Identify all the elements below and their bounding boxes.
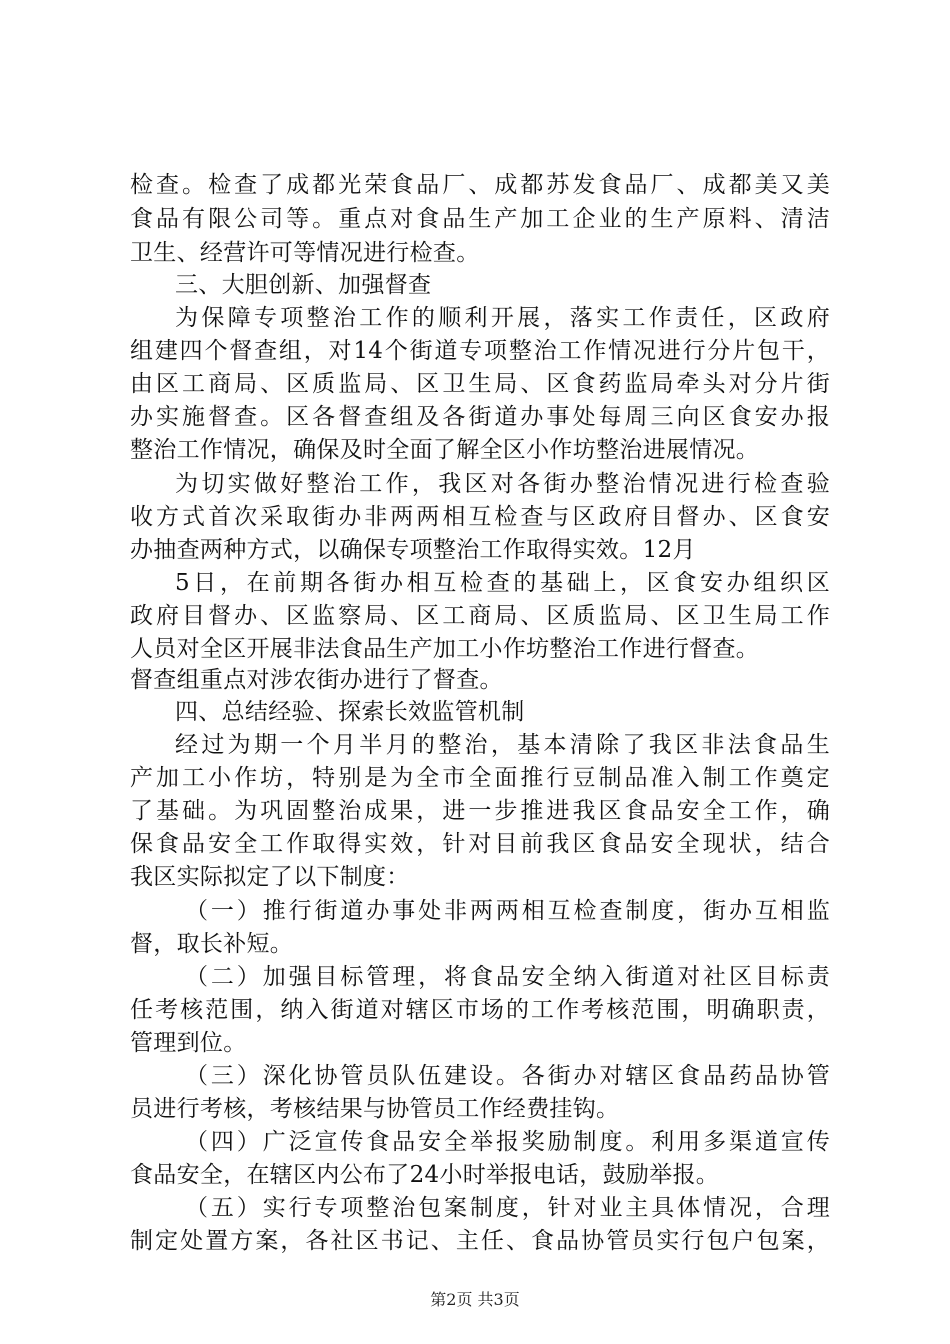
section-heading: 三、大胆创新、加强督查 — [175, 272, 432, 298]
text-line: 产加工小作坊，特别是为全市全面推行豆制品准入制工作奠定 — [130, 765, 830, 791]
text-line: 人员对全区开展非法食品生产加工小作坊整治工作进行督查。 — [130, 636, 760, 662]
text-line: 管理到位。 — [130, 1030, 247, 1056]
text-line: 了基础。为巩固整治成果，进一步推进我区食品安全工作，确 — [130, 798, 830, 824]
text-line: 整治工作情况，确保及时全面了解全区小作坊整治进展情况。 — [130, 437, 760, 463]
section-heading: 四、总结经验、探索长效监管机制 — [175, 699, 525, 725]
text-line: 我区实际拟定了以下制度： — [130, 864, 410, 890]
text-line: 制定处置方案，各社区书记、主任、食品协管员实行包户包案， — [130, 1228, 830, 1254]
text-line: 5日，在前期各街办相互检查的基础上，区食安办组织区 — [175, 570, 830, 596]
list-item: （四）广泛宣传食品安全举报奖励制度。利用多渠道宣传 — [185, 1129, 830, 1155]
text-line: 由区工商局、区质监局、区卫生局、区食药监局牵头对分片街 — [130, 371, 830, 397]
text-line: 任考核范围，纳入街道对辖区市场的工作考核范围，明确职责， — [130, 997, 830, 1023]
text-line: 检查。检查了成都光荣食品厂、成都苏发食品厂、成都美又美 — [130, 172, 830, 198]
list-item: （五）实行专项整治包案制度，针对业主具体情况，合理 — [185, 1195, 830, 1221]
text-line: 办实施督查。区各督查组及各街道办事处每周三向区食安办报 — [130, 404, 830, 430]
text-line: 为切实做好整治工作，我区对各街办整治情况进行检查验 — [175, 471, 830, 497]
text-line: 经过为期一个月半月的整治，基本清除了我区非法食品生 — [175, 732, 830, 758]
list-item: （三）深化协管员队伍建设。各街办对辖区食品药品协管 — [185, 1063, 830, 1089]
text-line: 食品有限公司等。重点对食品生产加工企业的生产原料、清洁 — [130, 206, 830, 232]
text-line: 督查组重点对涉农街办进行了督查。 — [130, 667, 503, 693]
text-line: 组建四个督查组，对14个街道专项整治工作情况进行分片包干， — [130, 338, 830, 364]
text-line: 为保障专项整治工作的顺利开展，落实工作责任，区政府 — [175, 305, 830, 331]
text-line: 员进行考核，考核结果与协管员工作经费挂钩。 — [130, 1096, 620, 1122]
text-line: 政府目督办、区监察局、区工商局、区质监局、区卫生局工作 — [130, 603, 830, 629]
text-line: 食品安全，在辖区内公布了24小时举报电话，鼓励举报。 — [130, 1162, 720, 1188]
text-line: 卫生、经营许可等情况进行检查。 — [130, 240, 480, 266]
text-line: 办抽查两种方式，以确保专项整治工作取得实效。12月 — [130, 537, 696, 563]
page-footer: 第2页 共3页 — [430, 1290, 520, 1309]
text-line: 收方式首次采取街办非两两相互检查与区政府目督办、区食安 — [130, 504, 830, 530]
list-item: （一）推行街道办事处非两两相互检查制度，街办互相监 — [185, 898, 830, 924]
text-line: 保食品安全工作取得实效，针对目前我区食品安全现状，结合 — [130, 831, 830, 857]
list-item: （二）加强目标管理，将食品安全纳入街道对社区目标责 — [185, 964, 830, 990]
text-line: 督，取长补短。 — [130, 931, 294, 957]
